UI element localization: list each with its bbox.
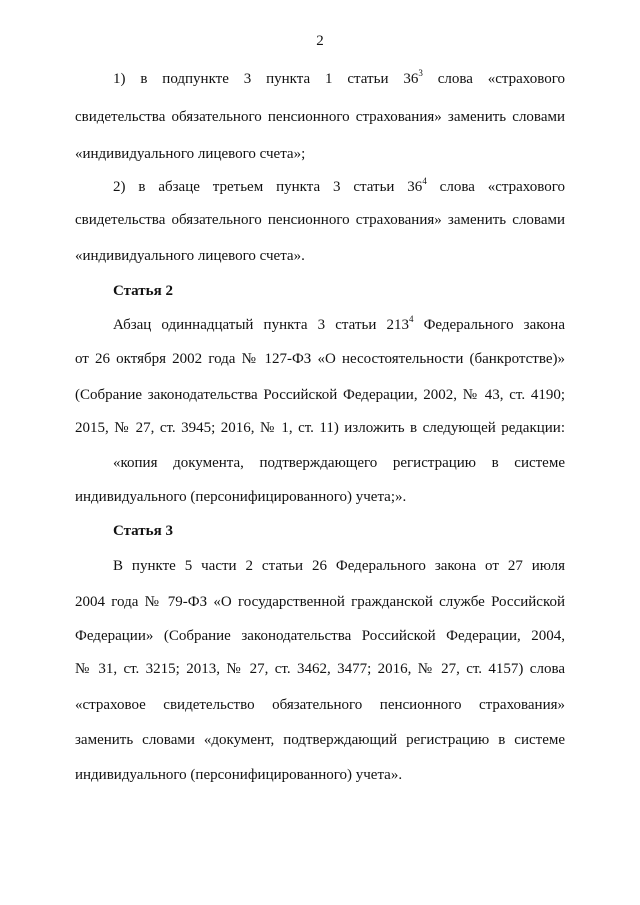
article2-heading: Статья 2 xyxy=(113,283,173,299)
item2-line1-tail: слова «страхового xyxy=(426,179,565,195)
item2-line3: «индивидуального лицевого счета». xyxy=(75,248,305,264)
item2-line2: свидетельства обязательного пенсионного страхования» заменить словами xyxy=(75,212,565,228)
article2-p1-line2: от 26 октября 2002 года № 127-ФЗ «О несостоятельности (банкротстве)» xyxy=(75,351,565,367)
item2-line1 xyxy=(113,178,565,196)
article2-p1-line4: 2015, № 27, ст. 3945; 2016, № 1, ст. 11) изложить в следующей редакции: xyxy=(75,420,565,436)
item1-line1 xyxy=(113,70,565,88)
article3-line3: Федерации» (Собрание законодательства Российской Федерации, 2004, xyxy=(75,628,565,644)
article3-line6: заменить словами «документ, подтверждающий регистрацию в системе xyxy=(75,732,565,748)
article2-p1-line1-tail: Федерального закона xyxy=(413,317,565,333)
item2-superscript: 4 xyxy=(422,176,427,186)
article3-line7: индивидуального (персонифицированного) учета». xyxy=(75,767,403,783)
article3-line4: № 31, ст. 3215; 2013, № 27, ст. 3462, 3477; 2016, № 27, ст. 4157) слова xyxy=(75,661,565,677)
page-number: 2 xyxy=(316,33,324,49)
article2-p2-line2: индивидуального (персонифицированного) учета;». xyxy=(75,489,407,505)
article3-line5: «страховое свидетельство обязательного пенсионного страхования» xyxy=(75,697,565,713)
article2-superscript: 4 xyxy=(408,314,414,324)
item1-line1-tail: слова «страхового xyxy=(422,71,565,87)
article3-line1: В пункте 5 части 2 статьи 26 Федерального закона от 27 июля xyxy=(113,558,565,574)
item1-line3: «индивидуального лицевого счета»; xyxy=(75,146,306,162)
article3-line2: 2004 года № 79-ФЗ «О государственной гражданской службе Российской xyxy=(75,594,565,610)
item1-line1-text: 1) в подпункте 3 пункта 1 статьи 36 xyxy=(113,71,419,87)
article2-p1-line1 xyxy=(113,316,565,334)
article2-p2-line1: «копия документа, подтверждающего регистрацию в системе xyxy=(113,455,565,471)
item2-line1-text: 2) в абзаце третьем пункта 3 статьи 36 xyxy=(113,179,423,195)
article2-p1-line1-text: Абзац одиннадцатый пункта 3 статьи 213 xyxy=(113,317,409,333)
article2-p1-line3: (Собрание законодательства Российской Федерации, 2002, № 43, ст. 4190; xyxy=(75,387,565,403)
item1-superscript: 3 xyxy=(418,68,423,78)
article3-heading: Статья 3 xyxy=(113,523,173,539)
item1-line2: свидетельства обязательного пенсионного страхования» заменить словами xyxy=(75,109,565,125)
